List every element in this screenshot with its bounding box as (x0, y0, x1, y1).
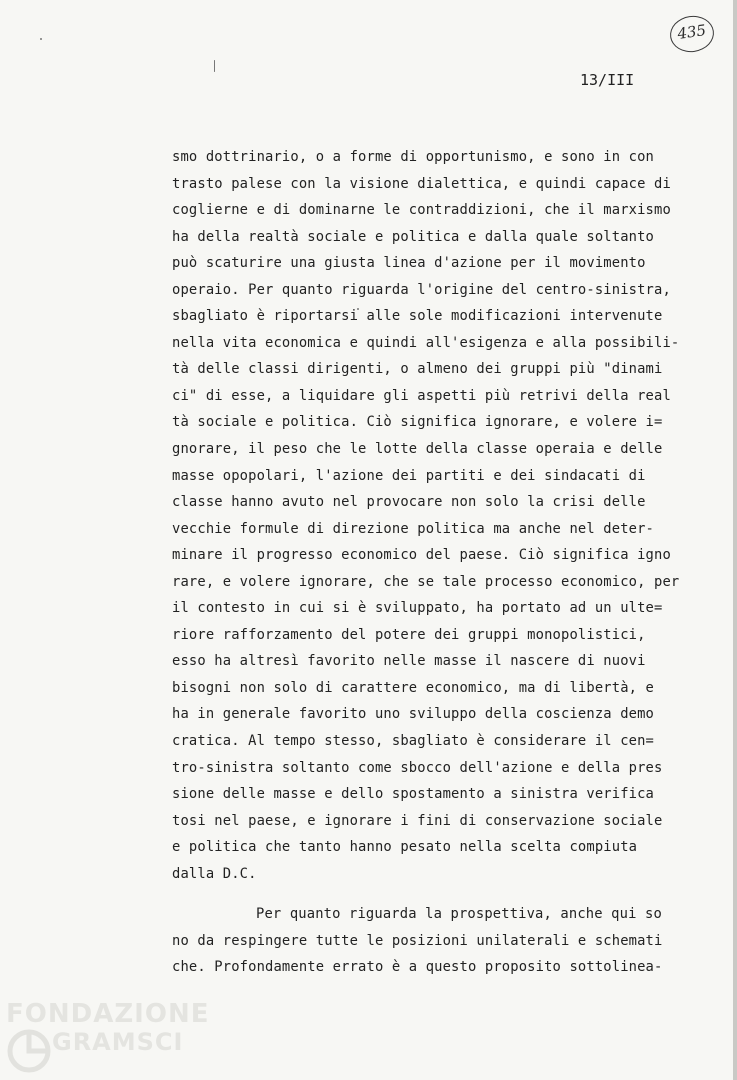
text-line: che. Profondamente errato è a questo proposito sottolinea- (172, 959, 663, 976)
text-line: ci" di esse, a liquidare gli aspetti più retrivi della real (172, 387, 671, 404)
text-line: ha in generale favorito uno sviluppo della coscienza demo (172, 706, 655, 723)
text-line: tro-sinistra soltanto come sbocco dell'azione e della pres (172, 759, 663, 776)
text-line: può scaturire una giusta linea d'azione per il movimento (172, 255, 646, 272)
paper-speck (40, 38, 42, 40)
page-edge (733, 0, 737, 1080)
text-line: il contesto in cui si è sviluppato, ha portato ad un ulte= (172, 600, 663, 617)
archive-number: 435 (676, 21, 708, 43)
text-line: esso ha altresì favorito nelle masse il nascere di nuovi (172, 653, 646, 670)
text-line-indented: Per quanto riguarda la prospettiva, anche qui so (256, 906, 662, 923)
text-line: dalla D.C. (172, 865, 257, 882)
text-line: operaio. Per quanto riguarda l'origine del centro-sinistra, (172, 281, 671, 298)
text-line: trasto palese con la visione dialettica, e quindi capace di (172, 175, 671, 192)
text-line: rare, e volere ignorare, che se tale processo economico, per (172, 573, 680, 590)
text-line: sione delle masse e dello spostamento a sinistra verifica (172, 786, 655, 803)
archive-number-stamp (668, 13, 717, 55)
text-line: no da respingere tutte le posizioni unilaterali e schemati (172, 932, 663, 949)
archive-watermark (6, 1000, 209, 1055)
text-line: nella vita economica e quindi all'esigenza e alla possibili- (172, 334, 680, 351)
text-line: tà sociale e politica. Ciò significa ignorare, e volere i= (172, 414, 663, 431)
text-line: riore rafforzamento del potere dei gruppi monopolistici, (172, 626, 646, 643)
text-line: bisogni non solo di carattere economico, ma di libertà, e (172, 679, 655, 696)
watermark-line-2: GRAMSCI (52, 1027, 184, 1056)
text-line: cratica. Al tempo stesso, sbagliato è considerare il cen= (172, 733, 655, 750)
watermark-line-1: FONDAZIONE (6, 999, 210, 1029)
text-line: masse opopolari, l'azione dei partiti e dei sindacati di (172, 467, 646, 484)
text-line: smo dottrinario, o a forme di opportunismo, e sono in con (172, 149, 655, 165)
text-line: tà delle classi dirigenti, o almeno dei gruppi più "dinami (172, 361, 663, 378)
text-line: ha della realtà sociale e politica e dalla quale soltanto (172, 228, 655, 245)
text-line: coglierne e di dominarne le contraddizioni, che il marxismo (172, 202, 671, 219)
text-line: tosi nel paese, e ignorare i fini di conservazione sociale (172, 812, 663, 829)
text-line: sbagliato è riportarsi alle sole modificazioni intervenute (172, 308, 663, 325)
paragraph-gap (172, 887, 712, 901)
text-line: e politica che tanto hanno pesato nella scelta compiuta (172, 839, 638, 856)
page-reference: 13/III (580, 71, 635, 89)
paper-speck (214, 60, 215, 72)
text-line: gnorare, il peso che le lotte della classe operaia e delle (172, 441, 663, 458)
text-line: minare il progresso economico del paese. Ciò significa igno (172, 547, 671, 564)
text-line: classe hanno avuto nel provocare non solo la crisi delle (172, 494, 646, 511)
typed-body-text (172, 144, 712, 981)
text-line: vecchie formule di direzione politica ma anche nel deter- (172, 520, 655, 537)
